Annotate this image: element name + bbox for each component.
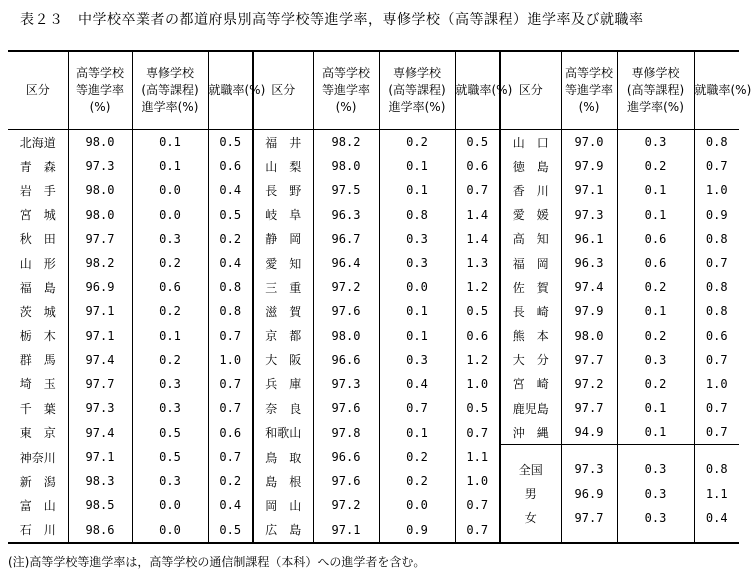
senshu-rate-cell: 0.3 [132, 396, 208, 420]
region-cell: 千 葉 [19, 401, 56, 416]
hs-rate-cell: 97.7 [574, 510, 604, 525]
employment-rate-cell: 0.7 [208, 396, 253, 420]
hs-rate-cell: 96.1 [561, 227, 617, 251]
region-cell: 青 森 [19, 159, 56, 174]
region-cell: 長 野 [253, 178, 313, 202]
table-row [8, 324, 739, 348]
employment-rate-cell: 0.5 [455, 130, 500, 155]
hs-rate-cell: 97.4 [561, 275, 617, 299]
header-region: 区分 [500, 51, 561, 130]
senshu-rate-cell: 0.1 [132, 130, 208, 155]
employment-rate-cell: 0.5 [455, 299, 500, 323]
table-row [8, 154, 739, 178]
hs-rate-cell: 98.0 [561, 324, 617, 348]
hs-rate-cell: 98.0 [68, 203, 132, 227]
hs-rate-cell: 96.3 [313, 203, 379, 227]
senshu-rate-cell: 0.0 [379, 275, 455, 299]
hs-rate-cell: 98.0 [68, 130, 132, 155]
region-cell: 鹿児島 [500, 396, 561, 420]
region-cell: 京 都 [253, 324, 313, 348]
region-cell: 山 梨 [253, 154, 313, 178]
employment-rate-cell: 0.7 [694, 154, 739, 178]
header-hs-rate: 高等学校 等進学率 (%) [68, 51, 132, 130]
region-cell: 佐 賀 [500, 275, 561, 299]
table-row [8, 251, 739, 275]
senshu-rate-cell: 0.1 [617, 396, 694, 420]
senshu-rate-cell: 0.3 [644, 486, 667, 501]
senshu-rate-cell: 0.3 [644, 462, 667, 477]
region-cell: 岐 阜 [253, 203, 313, 227]
region-cell: 福 井 [253, 130, 313, 155]
employment-rate-cell: 0.4 [208, 493, 253, 517]
region-cell: 富 山 [19, 498, 56, 513]
senshu-rate-cell: 0.3 [379, 227, 455, 251]
region-cell: 男 [524, 487, 537, 502]
senshu-rate-cell: 0.1 [379, 324, 455, 348]
hs-rate-cell: 96.6 [313, 348, 379, 372]
senshu-rate-cell: 0.2 [132, 251, 208, 275]
senshu-rate-cell: 0.2 [379, 130, 455, 155]
region-cell: 鳥 取 [253, 445, 313, 469]
senshu-rate-cell: 0.1 [132, 324, 208, 348]
hs-rate-cell: 96.7 [313, 227, 379, 251]
hs-rate-cell: 97.1 [561, 178, 617, 202]
senshu-rate-cell: 0.2 [132, 348, 208, 372]
hs-rate-cell: 98.0 [68, 178, 132, 202]
region-cell: 兵 庫 [253, 372, 313, 396]
hs-rate-cell: 97.6 [313, 396, 379, 420]
employment-rate-cell: 0.6 [208, 420, 253, 445]
senshu-rate-cell: 0.2 [379, 469, 455, 493]
region-cell: 福 岡 [500, 251, 561, 275]
employment-rate-cell: 0.5 [208, 130, 253, 155]
region-cell: 熊 本 [500, 324, 561, 348]
hs-rate-cell: 97.1 [68, 299, 132, 323]
statistics-table [8, 50, 751, 544]
header-senshu-rate: 専修学校 (高等課程) 進学率(%) [617, 51, 694, 130]
region-cell: 石 川 [19, 523, 56, 538]
hs-rate-cell: 97.7 [68, 372, 132, 396]
employment-rate-cell: 0.8 [694, 275, 739, 299]
hs-rate-cell: 97.3 [313, 372, 379, 396]
region-cell: 香 川 [500, 178, 561, 202]
table-row [8, 203, 739, 227]
header-row [8, 51, 739, 130]
region-cell: 秋 田 [19, 232, 56, 247]
employment-rate-cell: 0.8 [694, 130, 739, 155]
region-cell: 高 知 [500, 227, 561, 251]
senshu-rate-cell: 0.1 [379, 420, 455, 445]
region-cell: 愛 知 [253, 251, 313, 275]
employment-rate-cell: 1.1 [455, 445, 500, 469]
region-cell: 静 岡 [253, 227, 313, 251]
employment-rate-cell: 0.9 [694, 203, 739, 227]
region-cell: 島 根 [253, 469, 313, 493]
employment-rate-cell: 0.7 [455, 178, 500, 202]
region-cell: 広 島 [253, 518, 313, 543]
hs-rate-cell: 96.9 [574, 486, 604, 501]
region-cell: 奈 良 [253, 396, 313, 420]
employment-rate-cell: 0.6 [208, 154, 253, 178]
table-body [8, 130, 739, 543]
table-row [8, 445, 739, 469]
senshu-rate-cell: 0.2 [379, 445, 455, 469]
senshu-rate-cell: 0.3 [379, 251, 455, 275]
hs-rate-cell: 97.2 [313, 275, 379, 299]
hs-rate-cell: 97.3 [574, 462, 604, 477]
hs-rate-cell: 97.3 [561, 203, 617, 227]
senshu-rate-cell: 0.1 [379, 178, 455, 202]
senshu-rate-cell: 0.3 [617, 348, 694, 372]
region-cell: 大 分 [500, 348, 561, 372]
hs-rate-cell: 97.2 [561, 372, 617, 396]
senshu-rate-cell: 0.1 [617, 178, 694, 202]
region-cell: 宮 崎 [500, 372, 561, 396]
senshu-rate-cell: 0.1 [379, 299, 455, 323]
region-cell: 栃 木 [19, 329, 56, 344]
hs-rate-cell: 97.3 [68, 396, 132, 420]
table-row [8, 275, 739, 299]
table-title: 表２３ 中学校卒業者の都道府県別高等学校等進学率，専修学校（高等課程）進学率及び就職率 [20, 12, 644, 28]
senshu-rate-cell: 0.8 [379, 203, 455, 227]
employment-rate-cell: 0.7 [455, 420, 500, 445]
employment-rate-cell: 1.4 [455, 227, 500, 251]
region-cell: 女 [524, 511, 537, 526]
employment-rate-cell: 1.0 [208, 348, 253, 372]
table-row [8, 227, 739, 251]
employment-rate-cell: 0.6 [455, 324, 500, 348]
senshu-rate-cell: 0.4 [379, 372, 455, 396]
hs-rate-cell: 97.5 [313, 178, 379, 202]
employment-rate-cell: 1.0 [694, 372, 739, 396]
header-employment-rate: 就職率(%) [455, 51, 500, 130]
region-cell: 三 重 [253, 275, 313, 299]
senshu-rate-cell: 0.2 [617, 154, 694, 178]
hs-rate-cell: 97.8 [313, 420, 379, 445]
region-cell: 大 阪 [253, 348, 313, 372]
hs-rate-cell: 97.0 [561, 130, 617, 155]
senshu-rate-cell: 0.1 [617, 203, 694, 227]
region-cell: 滋 賀 [253, 299, 313, 323]
senshu-rate-cell: 0.1 [132, 154, 208, 178]
employment-rate-cell: 0.2 [208, 227, 253, 251]
employment-rate-cell: 0.7 [694, 348, 739, 372]
hs-rate-cell: 97.4 [68, 420, 132, 445]
employment-rate-cell: 0.4 [208, 178, 253, 202]
table-row [8, 396, 739, 420]
hs-rate-cell: 97.7 [68, 227, 132, 251]
hs-rate-cell: 98.0 [313, 324, 379, 348]
employment-rate-cell: 0.7 [694, 251, 739, 275]
hs-rate-cell: 96.4 [313, 251, 379, 275]
senshu-rate-cell: 0.6 [617, 227, 694, 251]
employment-rate-cell: 0.5 [208, 518, 253, 543]
hs-rate-cell: 98.6 [68, 518, 132, 543]
employment-rate-cell: 0.5 [455, 396, 500, 420]
region-cell: 北海道 [19, 135, 56, 150]
senshu-rate-cell: 0.2 [617, 372, 694, 396]
region-cell: 岡 山 [253, 493, 313, 517]
region-cell: 神奈川 [19, 450, 56, 465]
senshu-rate-cell: 0.2 [617, 275, 694, 299]
header-region: 区分 [8, 51, 68, 130]
senshu-rate-cell: 0.3 [379, 348, 455, 372]
hs-rate-cell: 97.7 [561, 396, 617, 420]
employment-rate-cell: 1.0 [455, 469, 500, 493]
hs-rate-cell: 97.6 [313, 299, 379, 323]
hs-rate-cell: 94.9 [561, 420, 617, 445]
employment-rate-cell: 0.6 [694, 324, 739, 348]
hs-rate-cell: 96.3 [561, 251, 617, 275]
employment-rate-cell: 0.5 [208, 203, 253, 227]
senshu-rate-cell: 0.5 [132, 420, 208, 445]
region-cell: 新 潟 [19, 474, 56, 489]
employment-rate-cell: 1.1 [705, 486, 728, 501]
hs-rate-cell: 97.1 [313, 518, 379, 543]
senshu-rate-cell: 0.0 [379, 493, 455, 517]
table-row [8, 348, 739, 372]
employment-rate-cell: 1.0 [455, 372, 500, 396]
hs-rate-cell: 97.2 [313, 493, 379, 517]
header-hs-rate: 高等学校 等進学率 (%) [561, 51, 617, 130]
employment-rate-cell: 0.2 [208, 469, 253, 493]
hs-rate-cell: 96.6 [313, 445, 379, 469]
table-row [8, 130, 739, 155]
employment-rate-cell: 0.7 [455, 493, 500, 517]
employment-rate-cell: 0.8 [694, 227, 739, 251]
senshu-rate-cell: 0.2 [617, 324, 694, 348]
region-cell: 群 馬 [19, 353, 56, 368]
region-cell: 福 島 [19, 280, 56, 295]
region-cell: 東 京 [19, 426, 56, 441]
region-cell: 全国 [518, 462, 543, 477]
hs-rate-cell: 97.6 [313, 469, 379, 493]
region-cell: 埼 玉 [19, 377, 56, 392]
hs-rate-cell: 97.7 [561, 348, 617, 372]
summary-block [617, 445, 694, 543]
hs-rate-cell: 96.9 [68, 275, 132, 299]
region-cell: 長 崎 [500, 299, 561, 323]
table-row [8, 178, 739, 202]
employment-rate-cell: 0.7 [208, 445, 253, 469]
employment-rate-cell: 0.7 [208, 372, 253, 396]
region-cell: 山 口 [500, 130, 561, 155]
employment-rate-cell: 0.8 [208, 299, 253, 323]
header-employment-rate: 就職率(%) [694, 51, 739, 130]
header-employment-rate: 就職率(%) [208, 51, 253, 130]
senshu-rate-cell: 0.0 [132, 178, 208, 202]
hs-rate-cell: 98.2 [68, 251, 132, 275]
footnote: (注)高等学校等進学率は，高等学校の通信制課程（本科）への進学者を含む。 [8, 555, 426, 569]
senshu-rate-cell: 0.3 [132, 469, 208, 493]
senshu-rate-cell: 0.9 [379, 518, 455, 543]
summary-block [561, 445, 617, 543]
header-senshu-rate: 専修学校 (高等課程) 進学率(%) [379, 51, 455, 130]
employment-rate-cell: 0.7 [694, 420, 739, 445]
employment-rate-cell: 0.8 [208, 275, 253, 299]
hs-rate-cell: 97.9 [561, 154, 617, 178]
senshu-rate-cell: 0.7 [379, 396, 455, 420]
employment-rate-cell: 1.2 [455, 275, 500, 299]
hs-rate-cell: 97.9 [561, 299, 617, 323]
employment-rate-cell: 0.8 [694, 299, 739, 323]
employment-rate-cell: 1.0 [694, 178, 739, 202]
senshu-rate-cell: 0.3 [644, 510, 667, 525]
region-cell: 沖 縄 [500, 420, 561, 445]
region-cell: 山 形 [19, 256, 56, 271]
senshu-rate-cell: 0.3 [617, 130, 694, 155]
hs-rate-cell: 97.1 [68, 324, 132, 348]
hs-rate-cell: 97.4 [68, 348, 132, 372]
senshu-rate-cell: 0.0 [132, 203, 208, 227]
employment-rate-cell: 0.8 [705, 462, 728, 477]
senshu-rate-cell: 0.0 [132, 518, 208, 543]
hs-rate-cell: 98.2 [313, 130, 379, 155]
employment-rate-cell: 1.3 [455, 251, 500, 275]
header-region: 区分 [253, 51, 313, 130]
hs-rate-cell: 98.3 [68, 469, 132, 493]
table-row [8, 372, 739, 396]
region-cell: 岩 手 [19, 183, 56, 198]
summary-block [694, 445, 739, 543]
summary-block [500, 445, 561, 543]
table-row [8, 420, 739, 445]
senshu-rate-cell: 0.1 [379, 154, 455, 178]
region-cell: 和歌山 [253, 420, 313, 445]
employment-rate-cell: 0.4 [208, 251, 253, 275]
senshu-rate-cell: 0.6 [132, 275, 208, 299]
header-hs-rate: 高等学校 等進学率 (%) [313, 51, 379, 130]
hs-rate-cell: 97.1 [68, 445, 132, 469]
senshu-rate-cell: 0.1 [617, 299, 694, 323]
senshu-rate-cell: 0.0 [132, 493, 208, 517]
hs-rate-cell: 98.0 [313, 154, 379, 178]
region-cell: 愛 媛 [500, 203, 561, 227]
region-cell: 徳 島 [500, 154, 561, 178]
employment-rate-cell: 0.7 [455, 518, 500, 543]
employment-rate-cell: 0.7 [694, 396, 739, 420]
hs-rate-cell: 97.3 [68, 154, 132, 178]
employment-rate-cell: 0.6 [455, 154, 500, 178]
senshu-rate-cell: 0.2 [132, 299, 208, 323]
header-senshu-rate: 専修学校 (高等課程) 進学率(%) [132, 51, 208, 130]
hs-rate-cell: 98.5 [68, 493, 132, 517]
senshu-rate-cell: 0.3 [132, 227, 208, 251]
senshu-rate-cell: 0.3 [132, 372, 208, 396]
senshu-rate-cell: 0.1 [617, 420, 694, 445]
employment-rate-cell: 1.2 [455, 348, 500, 372]
table-row [8, 299, 739, 323]
region-cell: 宮 城 [19, 208, 56, 223]
employment-rate-cell: 0.4 [705, 510, 728, 525]
senshu-rate-cell: 0.6 [617, 251, 694, 275]
employment-rate-cell: 1.4 [455, 203, 500, 227]
employment-rate-cell: 0.7 [208, 324, 253, 348]
senshu-rate-cell: 0.5 [132, 445, 208, 469]
region-cell: 茨 城 [19, 304, 56, 319]
